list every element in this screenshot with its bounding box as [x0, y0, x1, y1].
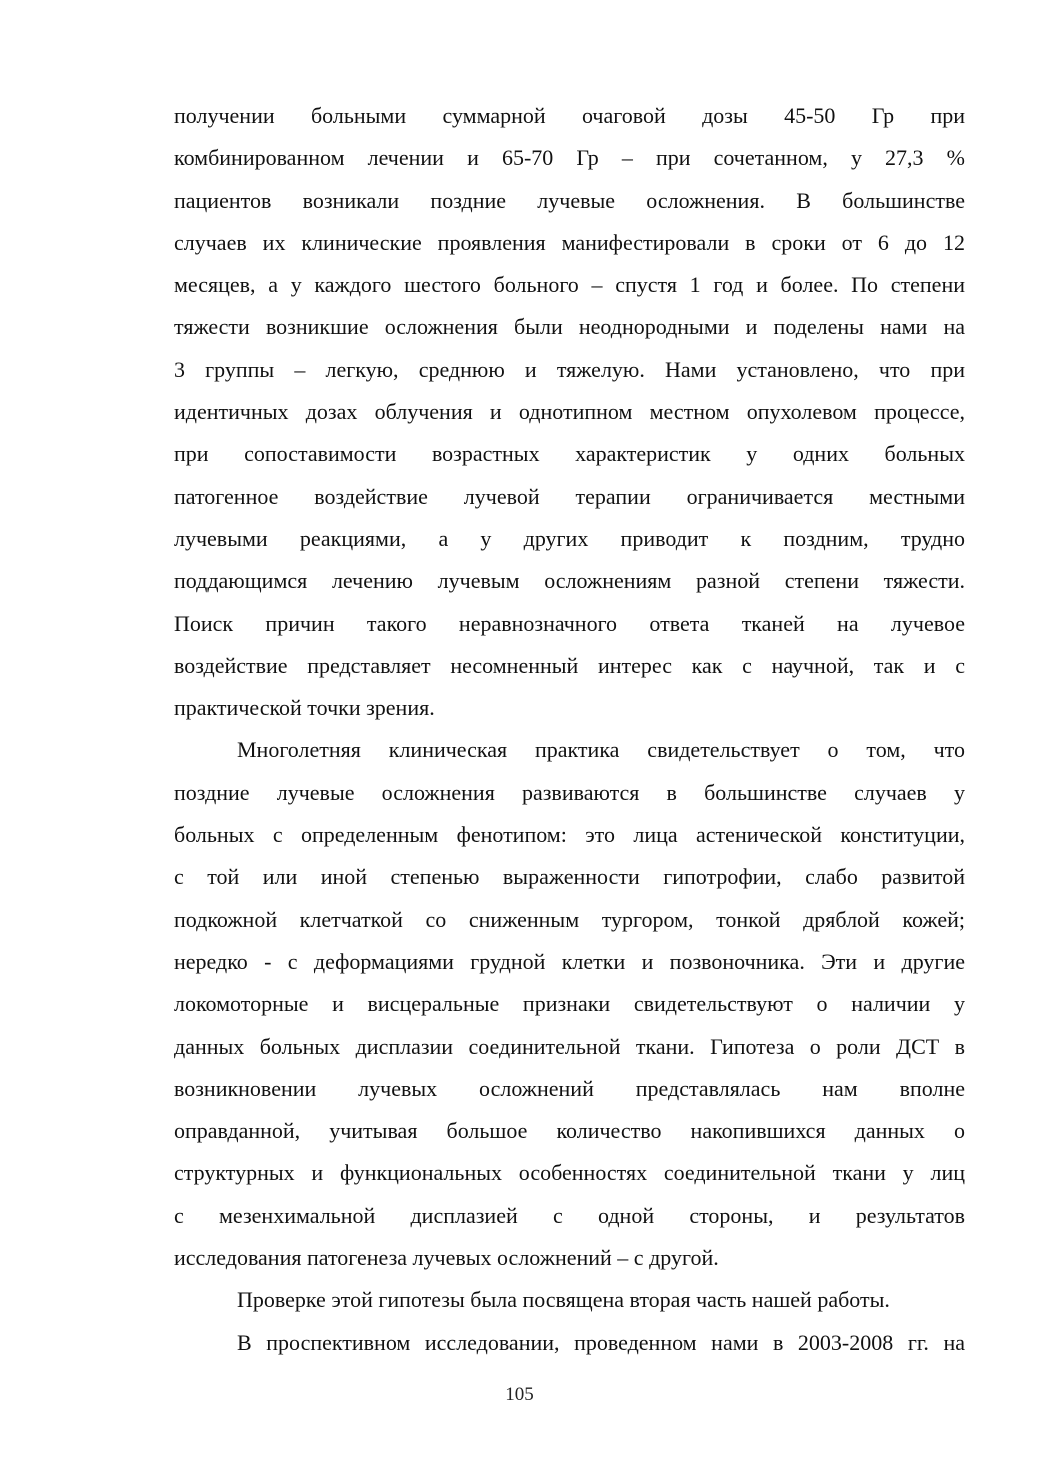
text-line: Проверке этой гипотезы была посвящена вторая часть нашей работы.: [237, 1287, 890, 1313]
text-line: исследования патогенеза лучевых осложнений – с другой.: [174, 1245, 719, 1271]
text-line: комбинированном лечении и 65-70 Гр – при сочетанном, у 27,3 %: [174, 145, 965, 171]
text-line: патогенное воздействие лучевой терапии ограничивается местными: [174, 483, 965, 509]
text-line: воздействие представляет несомненный интерес как с научной, так и с: [174, 652, 965, 678]
text-line: больных с определенным фенотипом: это лица астенической конституции,: [174, 822, 965, 848]
text-line: лучевыми реакциями, а у других приводит к поздним, трудно: [174, 525, 965, 551]
text-line: идентичных дозах облучения и однотипном местном опухолевом процессе,: [174, 399, 965, 425]
text-line: поддающимся лечению лучевым осложнениям разной степени тяжести.: [174, 568, 965, 594]
text-line: Многолетняя клиническая практика свидетельствует о том, что: [237, 737, 965, 763]
text-line: данных больных дисплазии соединительной ткани. Гипотеза о роли ДСТ в: [174, 1033, 965, 1059]
paragraph: [174, 95, 965, 729]
page-number: 105: [505, 1384, 534, 1405]
paragraph: [174, 729, 965, 1279]
text-line: возникновении лучевых осложнений представлялась нам вполне: [174, 1075, 965, 1101]
text-line: нередко - с деформациями грудной клетки и позвоночника. Эти и другие: [174, 948, 965, 974]
body-text: [174, 95, 965, 1364]
text-line: с той или иной степенью выраженности гипотрофии, слабо развитой: [174, 864, 965, 890]
text-line: В проспективном исследовании, проведенном нами в 2003-2008 гг. на: [237, 1329, 965, 1355]
text-line: Поиск причин такого неравнозначного ответа тканей на лучевое: [174, 610, 965, 636]
text-line: тяжести возникшие осложнения были неоднородными и поделены нами на: [174, 314, 965, 340]
text-line: месяцев, а у каждого шестого больного – спустя 1 год и более. По степени: [174, 272, 965, 298]
text-line: практической точки зрения.: [174, 695, 435, 721]
text-line: при сопоставимости возрастных характеристик у одних больных: [174, 441, 965, 467]
text-line: получении больными суммарной очаговой дозы 45-50 Гр при: [174, 103, 965, 128]
paragraph: [174, 1322, 965, 1364]
text-line: структурных и функциональных особенностях соединительной ткани у лиц: [174, 1160, 965, 1186]
text-line: 3 группы – легкую, среднюю и тяжелую. Нами установлено, что при: [174, 356, 965, 382]
paragraph: [174, 1279, 965, 1321]
text-line: пациентов возникали поздние лучевые осложнения. В большинстве: [174, 187, 965, 213]
text-line: с мезенхимальной дисплазией с одной стороны, и результатов: [174, 1202, 965, 1228]
text-line: локомоторные и висцеральные признаки свидетельствуют о наличии у: [174, 991, 965, 1017]
text-line: оправданной, учитывая большое количество накопившихся данных о: [174, 1118, 965, 1144]
text-line: поздние лучевые осложнения развиваются в большинстве случаев у: [174, 779, 965, 805]
text-line: случаев их клинические проявления манифестировали в сроки от 6 до 12: [174, 229, 965, 255]
text-line: подкожной клетчаткой со сниженным тургором, тонкой дряблой кожей;: [174, 906, 965, 932]
